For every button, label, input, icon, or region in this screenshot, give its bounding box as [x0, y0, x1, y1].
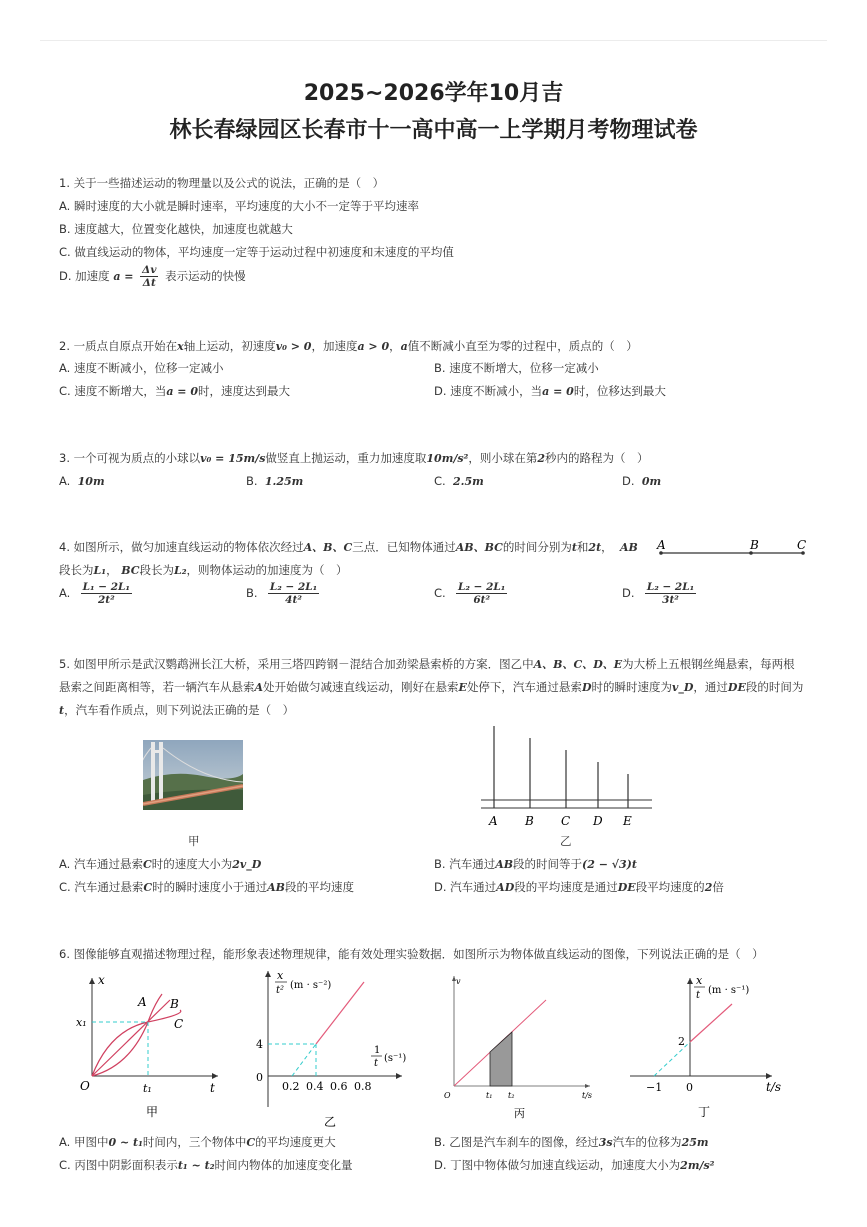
- q4-abc-line-figure: [652, 536, 817, 560]
- ding-ylabel-den: t: [696, 990, 701, 1001]
- yi-caption: 乙: [324, 1115, 337, 1129]
- jia-t-label: t: [210, 1081, 215, 1095]
- yi-ylabel-den: t²: [276, 985, 285, 996]
- yi-ylabel-num: x: [277, 969, 284, 982]
- q4-stem-line1: 4. 如图所示，做匀加速直线运动的物体依次经过A、B、C三点．已知物体通过AB、BC的时间分别为t和2t， AB: [59, 540, 638, 554]
- bing-origin: O: [444, 1091, 451, 1100]
- q5-fig-label-b: B: [525, 814, 534, 828]
- jia-t1-label: t₁: [143, 1082, 152, 1095]
- q3-option-a[interactable]: A. 10m: [59, 474, 105, 488]
- q6-option-d[interactable]: D. 丁图中物体做匀加速直线运动，加速度大小为2m/s²: [434, 1158, 715, 1172]
- q4-option-b[interactable]: B. $\frac{\text{L₂ − 2L₁}}{\text{4t²}}$: [246, 581, 318, 606]
- ding-zero-label: 0: [686, 1081, 693, 1094]
- q4-point-c: C: [797, 538, 807, 552]
- q5-fig-label-d: D: [593, 814, 603, 828]
- q2-stem: 2. 一质点自原点开始在x轴上运动，初速度v₀ > 0，加速度a > 0，a值不断减小直至为零的过程中，质点的（ ）: [59, 339, 638, 353]
- jia-caption: 甲: [146, 1105, 159, 1119]
- q5-caption-yi: 乙: [560, 834, 572, 848]
- q5-stem-line2: 悬索之间距离相等，若一辆汽车从悬索A处开始做匀减速直线运动，刚好在悬索E处停下，汽车通过悬索D时的瞬时速度为v_D，通过DE段的时间为: [59, 680, 804, 694]
- q3-option-b[interactable]: B. 1.25m: [246, 474, 304, 488]
- jia-origin: O: [80, 1079, 90, 1093]
- bing-t2-label: t₂: [508, 1091, 515, 1100]
- q4-point-b: B: [750, 538, 759, 552]
- q1-option-b[interactable]: B. 速度越大，位置变化越快，加速度也就越大: [59, 222, 293, 236]
- q1-option-a[interactable]: A. 瞬时速度的大小就是瞬时速率，平均速度的大小不一定等于平均速率: [59, 199, 419, 213]
- q5-stem-line1: 5. 如图甲所示是武汉鹦鹉洲长江大桥，采用三塔四跨钢－混结合加劲梁悬索桥的方案．图乙中A、B、C、D、E为大桥上五根钢丝绳悬索，每两根: [59, 657, 795, 671]
- q6-graph-ding: [620, 970, 790, 1120]
- q6-graph-bing: [440, 970, 600, 1120]
- ding-ylabel-num: x: [696, 974, 703, 987]
- q1-option-d-text: 表示运动的快慢: [165, 269, 246, 283]
- q2-option-a[interactable]: A. 速度不断减小，位移一定减小: [59, 361, 224, 375]
- bing-caption: 丙: [514, 1107, 525, 1120]
- q6-option-a[interactable]: A. 甲图中0 ~ t₁时间内，三个物体中C的平均速度更大: [59, 1135, 336, 1149]
- q5-caption-jia: 甲: [188, 834, 200, 848]
- q1-option-d-label: D. 加速度: [59, 269, 110, 283]
- yi-tick-0-4: 0.4: [306, 1080, 324, 1093]
- yi-zero-label: 0: [256, 1071, 263, 1084]
- ding-t-label: t/s: [766, 1080, 782, 1094]
- q1-option-c[interactable]: C. 做直线运动的物体，平均速度一定等于运动过程中初速度和末速度的平均值: [59, 245, 454, 259]
- ding-yunit: (m · s⁻¹): [708, 985, 750, 996]
- bing-v-label: v: [456, 977, 461, 986]
- ding-neg1-label: −1: [646, 1081, 663, 1094]
- q2-option-c[interactable]: C. 速度不断增大，当a = 0时，速度达到最大: [59, 384, 291, 398]
- q3-option-c[interactable]: C. 2.5m: [434, 474, 484, 488]
- jia-curve-b: B: [170, 997, 179, 1011]
- q5-option-c[interactable]: C. 汽车通过悬索C时的瞬时速度小于通过AB段的平均速度: [59, 880, 354, 894]
- q1-formula-a: a =: [113, 270, 134, 283]
- jia-curve-a: A: [138, 995, 147, 1009]
- q5-option-d[interactable]: D. 汽车通过AD段的平均速度是通过DE段平均速度的2倍: [434, 880, 724, 894]
- q4-stem-line2: 段长为L₁， BC段长为L₂，则物体运动的加速度为（ ）: [59, 563, 348, 577]
- q5-fig-label-c: C: [561, 814, 571, 828]
- q5-option-b[interactable]: B. 汽车通过AB段的时间等于(2 − √3)t: [434, 857, 637, 871]
- q4-option-d[interactable]: D. $\frac{\text{L₂ − 2L₁}}{\text{3t²}}$: [622, 581, 695, 606]
- q1-option-d[interactable]: [59, 262, 246, 291]
- yi-tick-0-2: 0.2: [282, 1080, 300, 1093]
- yi-yunit: (m · s⁻²): [290, 980, 332, 991]
- q6-option-b[interactable]: B. 乙图是汽车刹车的图像，经过3s汽车的位移为25m: [434, 1135, 709, 1149]
- yi-xunit: (s⁻¹): [384, 1053, 407, 1064]
- bing-t-label: t/s: [582, 1091, 593, 1100]
- exam-title-line1: 2025~2026学年10月吉: [303, 81, 564, 106]
- yi-tick-0-6: 0.6: [330, 1080, 348, 1093]
- ding-y2-label: 2: [678, 1035, 685, 1048]
- q2-option-b[interactable]: B. 速度不断增大，位移一定减小: [434, 361, 599, 375]
- q2-option-d[interactable]: D. 速度不断减小，当a = 0时，位移达到最大: [434, 384, 666, 398]
- q6-stem: 6. 图像能够直观描述物理过程，能形象表述物理规律，能有效处理实验数据．如图所示为物体做直线运动的图像，下列说法正确的是（ ）: [59, 947, 764, 961]
- bing-t1-label: t₁: [486, 1091, 493, 1100]
- bridge-photo: [143, 740, 243, 810]
- yi-xlabel-num: 1: [374, 1045, 381, 1056]
- top-divider: [40, 40, 827, 41]
- q5-fig-label-a: A: [489, 814, 498, 828]
- q3-option-d[interactable]: D. 0m: [622, 474, 662, 488]
- q5-cable-figure: [476, 720, 661, 830]
- q6-graph-yi: [250, 965, 415, 1130]
- q6-option-c[interactable]: C. 丙图中阴影面积表示t₁ ~ t₂时间内物体的加速度变化量: [59, 1158, 353, 1172]
- q4-option-c[interactable]: C. $\frac{\text{L₂ − 2L₁}}{\text{6t²}}$: [434, 581, 506, 606]
- q5-option-a[interactable]: A. 汽车通过悬索C时的速度大小为2v_D: [59, 857, 262, 871]
- q5-fig-label-e: E: [623, 814, 632, 828]
- jia-x-label: x: [98, 973, 105, 987]
- exam-title-line2: 林长春绿园区长春市十一高中高一上学期月考物理试卷: [169, 118, 698, 143]
- q4-option-a[interactable]: A. $\frac{\text{L₁ − 2L₁}}{\text{2t²}}$: [59, 581, 131, 606]
- yi-xlabel-den: t: [374, 1058, 379, 1069]
- q5-stem-line3: t，汽车看作质点，则下列说法正确的是（ ）: [59, 703, 295, 717]
- q6-graph-jia: [70, 970, 225, 1120]
- jia-x1-label: x₁: [76, 1016, 87, 1029]
- q1-stem: 1. 关于一些描述运动的物理量以及公式的说法，正确的是（ ）: [59, 176, 385, 190]
- q4-point-a: A: [657, 538, 666, 552]
- ding-caption: 丁: [698, 1105, 711, 1119]
- yi-y4-label: 4: [256, 1038, 263, 1051]
- q3-stem: 3. 一个可视为质点的小球以v₀ = 15m/s做竖直上抛运动，重力加速度取10m/s²，则小球在第2秒内的路程为（ ）: [59, 451, 649, 465]
- yi-tick-0-8: 0.8: [354, 1080, 372, 1093]
- q1-formula-fraction: $\frac{\Delta v}{\Delta t}$: [142, 264, 157, 289]
- jia-curve-c: C: [174, 1017, 184, 1031]
